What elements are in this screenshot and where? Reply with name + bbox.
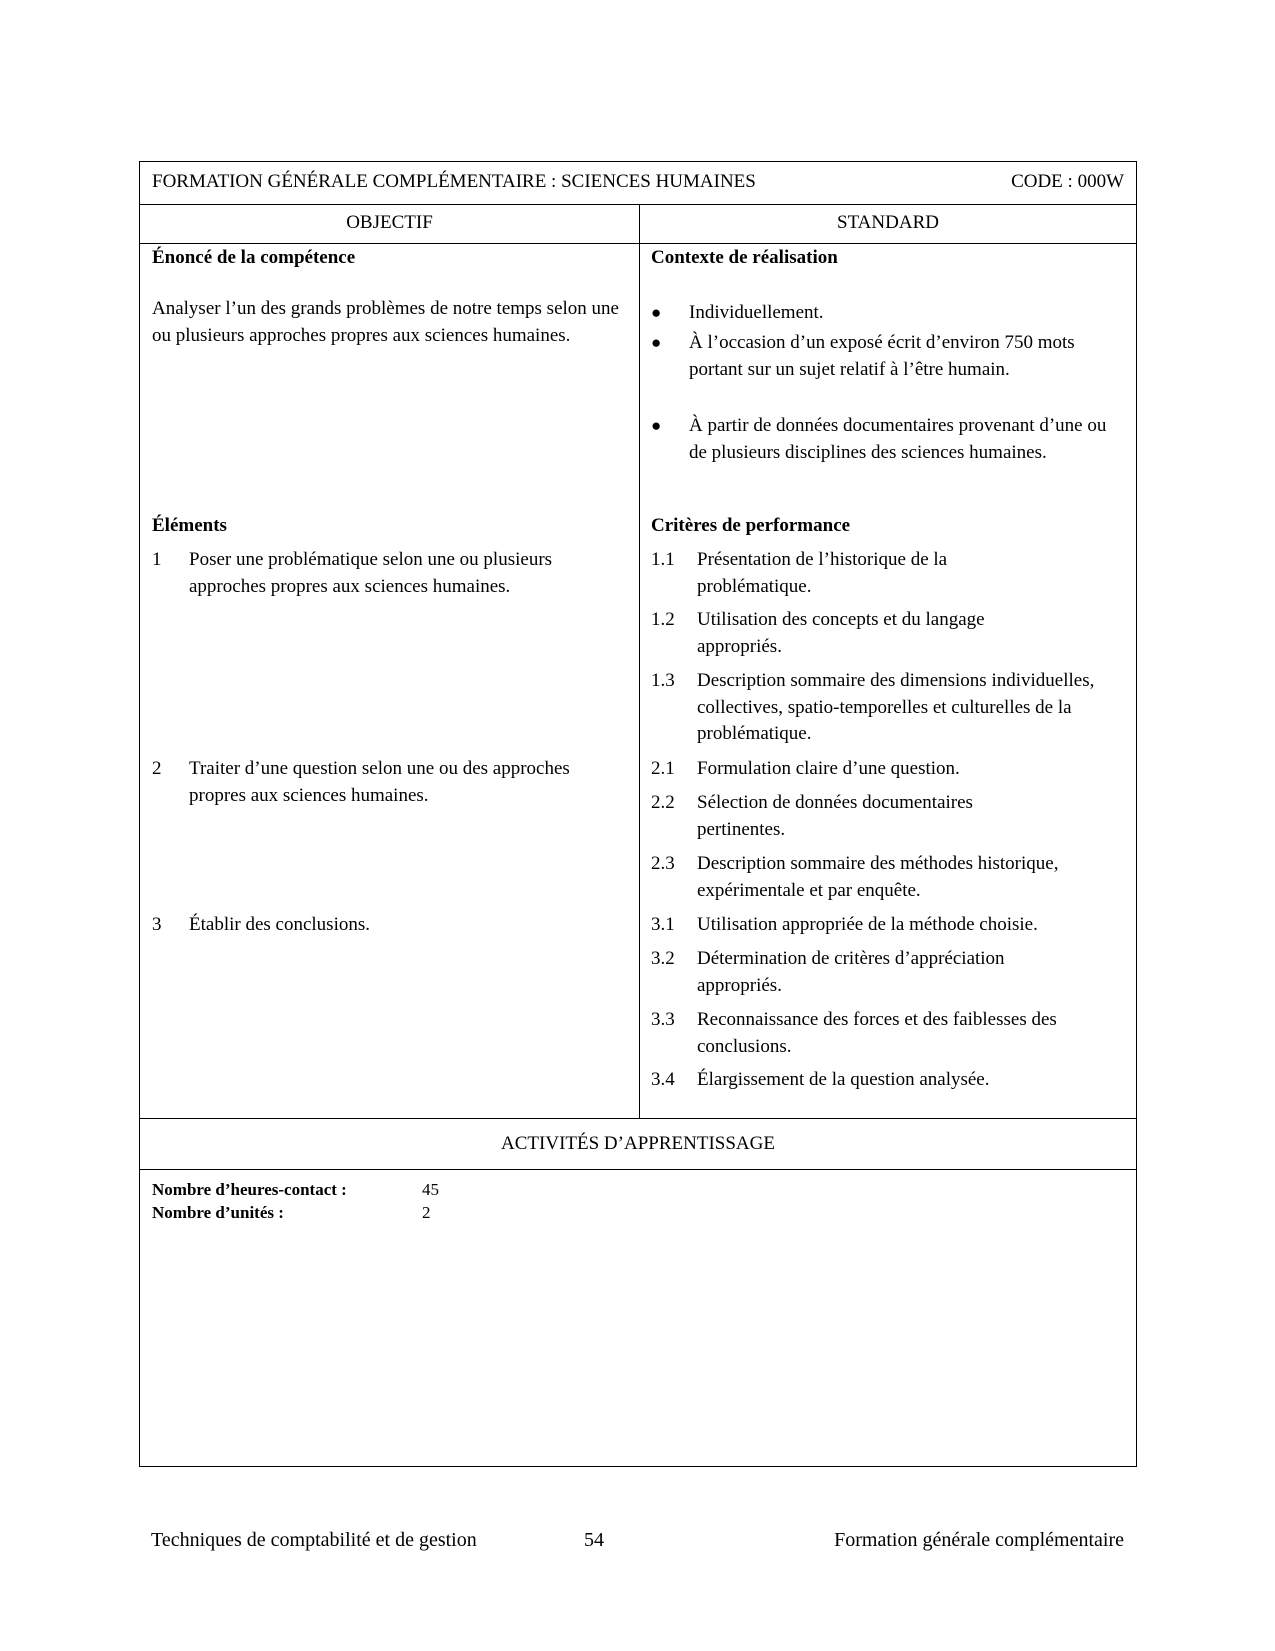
element-number: 3 xyxy=(152,914,162,935)
element-text: Établir des conclusions. xyxy=(189,914,370,935)
criterion-text: Formulation claire d’une question. xyxy=(697,758,960,779)
competence-heading: Énoncé de la compétence xyxy=(152,247,356,268)
criterion-text: Description sommaire des dimensions individuelles, collectives, spatio-temporelles et culturelles de la problématique. xyxy=(697,670,1095,744)
elements-heading: Éléments xyxy=(152,515,227,536)
element-number: 1 xyxy=(152,549,162,570)
bullet-icon: ● xyxy=(651,303,662,322)
criterion-number: 3.1 xyxy=(651,914,675,935)
element-text: Poser une problématique selon une ou plusieurs approches propres aux sciences humaines. xyxy=(189,549,553,597)
course-title: FORMATION GÉNÉRALE COMPLÉMENTAIRE : SCIENCES HUMAINES xyxy=(152,171,756,192)
criterion-text: Reconnaissance des forces et des faiblesses des conclusions. xyxy=(697,1009,1057,1057)
context-item-text: Individuellement. xyxy=(689,302,824,323)
objective-heading: OBJECTIF xyxy=(346,212,433,233)
criterion-number: 2.1 xyxy=(651,758,675,779)
element-text: Traiter d’une question selon une ou des approches propres aux sciences humaines. xyxy=(189,758,570,806)
bullet-icon: ● xyxy=(651,416,662,435)
units-value: 2 xyxy=(422,1203,431,1222)
criterion-text: Sélection de données documentaires pertinentes. xyxy=(697,792,973,840)
criterion-text: Utilisation des concepts et du langage appropriés. xyxy=(697,609,985,657)
bullet-icon: ● xyxy=(651,333,662,352)
criterion-text: Description sommaire des méthodes historique, expérimentale et par enquête. xyxy=(697,853,1059,901)
divider xyxy=(140,1169,1136,1170)
criterion-text: Utilisation appropriée de la méthode choisie. xyxy=(697,914,1038,935)
criterion-text: Détermination de critères d’appréciation appropriés. xyxy=(697,948,1005,996)
units-label: Nombre d’unités : xyxy=(152,1203,284,1222)
contact-hours-value: 45 xyxy=(422,1180,439,1199)
criterion-text: Élargissement de la question analysée. xyxy=(697,1069,990,1090)
divider xyxy=(140,243,1136,244)
divider xyxy=(140,1118,1136,1119)
context-heading: Contexte de réalisation xyxy=(651,247,838,268)
criterion-number: 3.2 xyxy=(651,948,675,969)
criteria-heading: Critères de performance xyxy=(651,515,851,536)
criterion-number: 3.4 xyxy=(651,1069,675,1090)
criterion-number: 1.1 xyxy=(651,549,675,570)
competence-text: Analyser l’un des grands problèmes de notre temps selon une ou plusieurs approches propres aux sciences humaines. xyxy=(152,298,619,346)
activities-heading: ACTIVITÉS D’APPRENTISSAGE xyxy=(501,1133,775,1154)
criterion-number: 1.2 xyxy=(651,609,675,630)
criterion-number: 1.3 xyxy=(651,670,675,691)
page-number: 54 xyxy=(584,1529,604,1551)
criterion-text: Présentation de l’historique de la problématique. xyxy=(697,549,948,597)
standard-heading: STANDARD xyxy=(837,212,939,233)
divider xyxy=(140,204,1136,205)
criterion-number: 2.2 xyxy=(651,792,675,813)
context-item-text: À partir de données documentaires provenant d’une ou de plusieurs disciplines des sciences humaines. xyxy=(689,415,1107,463)
course-table xyxy=(139,161,1137,1467)
criterion-number: 2.3 xyxy=(651,853,675,874)
context-item-text: À l’occasion d’un exposé écrit d’environ 750 mots portant sur un sujet relatif à l’être humain. xyxy=(689,332,1075,380)
footer-left: Techniques de comptabilité et de gestion xyxy=(151,1529,477,1551)
column-divider xyxy=(639,204,640,1118)
contact-hours-label: Nombre d’heures-contact : xyxy=(152,1180,347,1199)
footer-right: Formation générale complémentaire xyxy=(834,1529,1124,1551)
criterion-number: 3.3 xyxy=(651,1009,675,1030)
element-number: 2 xyxy=(152,758,162,779)
course-code: CODE : 000W xyxy=(1011,171,1124,192)
